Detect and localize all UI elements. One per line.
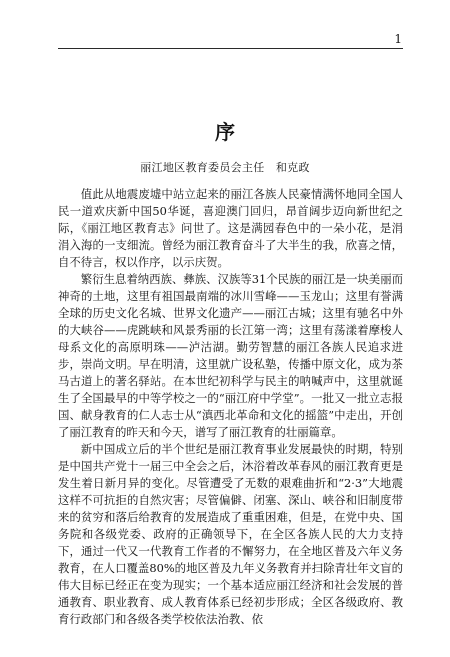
page-number: 1: [394, 32, 402, 46]
author-byline: 丽江地区教育委员会主任 和克政: [140, 161, 310, 174]
chapter-title: 序: [215, 120, 235, 144]
body-text: [58, 186, 403, 628]
paragraph: 新中国成立后的半个世纪是丽江教育事业发展最快的时期，特别是中国共产党十一届三中全会之后，沐浴着改革春风的丽江教育更是发生着日新月异的变化。尽管遭受了无数的艰难曲折和“2·3”大地震这样不可抗拒的自然灾害；尽管偏僻、闭塞、深山、峡谷和旧制度带来的贫穷和落后给教育的发展造成了重重困难，但是，在党中央、国务院和各级党委、政府的正确领导下，在全区各族人民的大力支持下，通过一代又一代教育工作者的不懈努力，在全地区普及六年义务教育，在人口覆盖80%的地区普及九年义务教育并扫除青壮年文盲的伟大目标已经正在变为现实；一个基本适应丽江经济和社会发展的普通教育、职业教育、成人教育体系已经初步形成；全区各级政府、教育行政部门和各级各类学校依法治教、依: [58, 442, 403, 626]
paragraph: 值此从地震废墟中站立起来的丽江各族人民豪情满怀地同全国人民一道欢庆新中国50华诞，喜迎澳门回归，昂首阔步迈向新世纪之际，《丽江地区教育志》问世了。这是满园春色中的一朵小花，是涓涓入海的一支细流。曾经为丽江教育奋斗了大半生的我，欣喜之情，自不待言，权以作序，以示庆贺。: [58, 187, 403, 269]
header-rule: [58, 48, 403, 49]
paragraph: 繁衍生息着纳西族、彝族、汉族等31个民族的丽江是一块美丽而神奇的土地，这里有祖国最南端的冰川雪峰——玉龙山；这里有誉满全球的历史文化名城、世界文化遗产——丽江古城；这里有驰名中外的大峡谷——虎跳峡和风景秀丽的长江第一湾；这里有荡漾着摩梭人母系文化的高原明珠——泸沽湖。勤劳智慧的丽江各族人民追求进步，崇尚文明。早在明清，这里就广设私塾，传播中原文化，成为茶马古道上的著名驿站。在本世纪初科学与民主的呐喊声中，这里就诞生了全国最早的中等学校之一的“丽江府中学堂”。一批又一批立志报国、献身教育的仁人志士从“滇西北革命和文化的摇篮”中走出，开创了丽江教育的昨天和今天，谱写了丽江教育的壮丽篇章。: [58, 272, 403, 439]
